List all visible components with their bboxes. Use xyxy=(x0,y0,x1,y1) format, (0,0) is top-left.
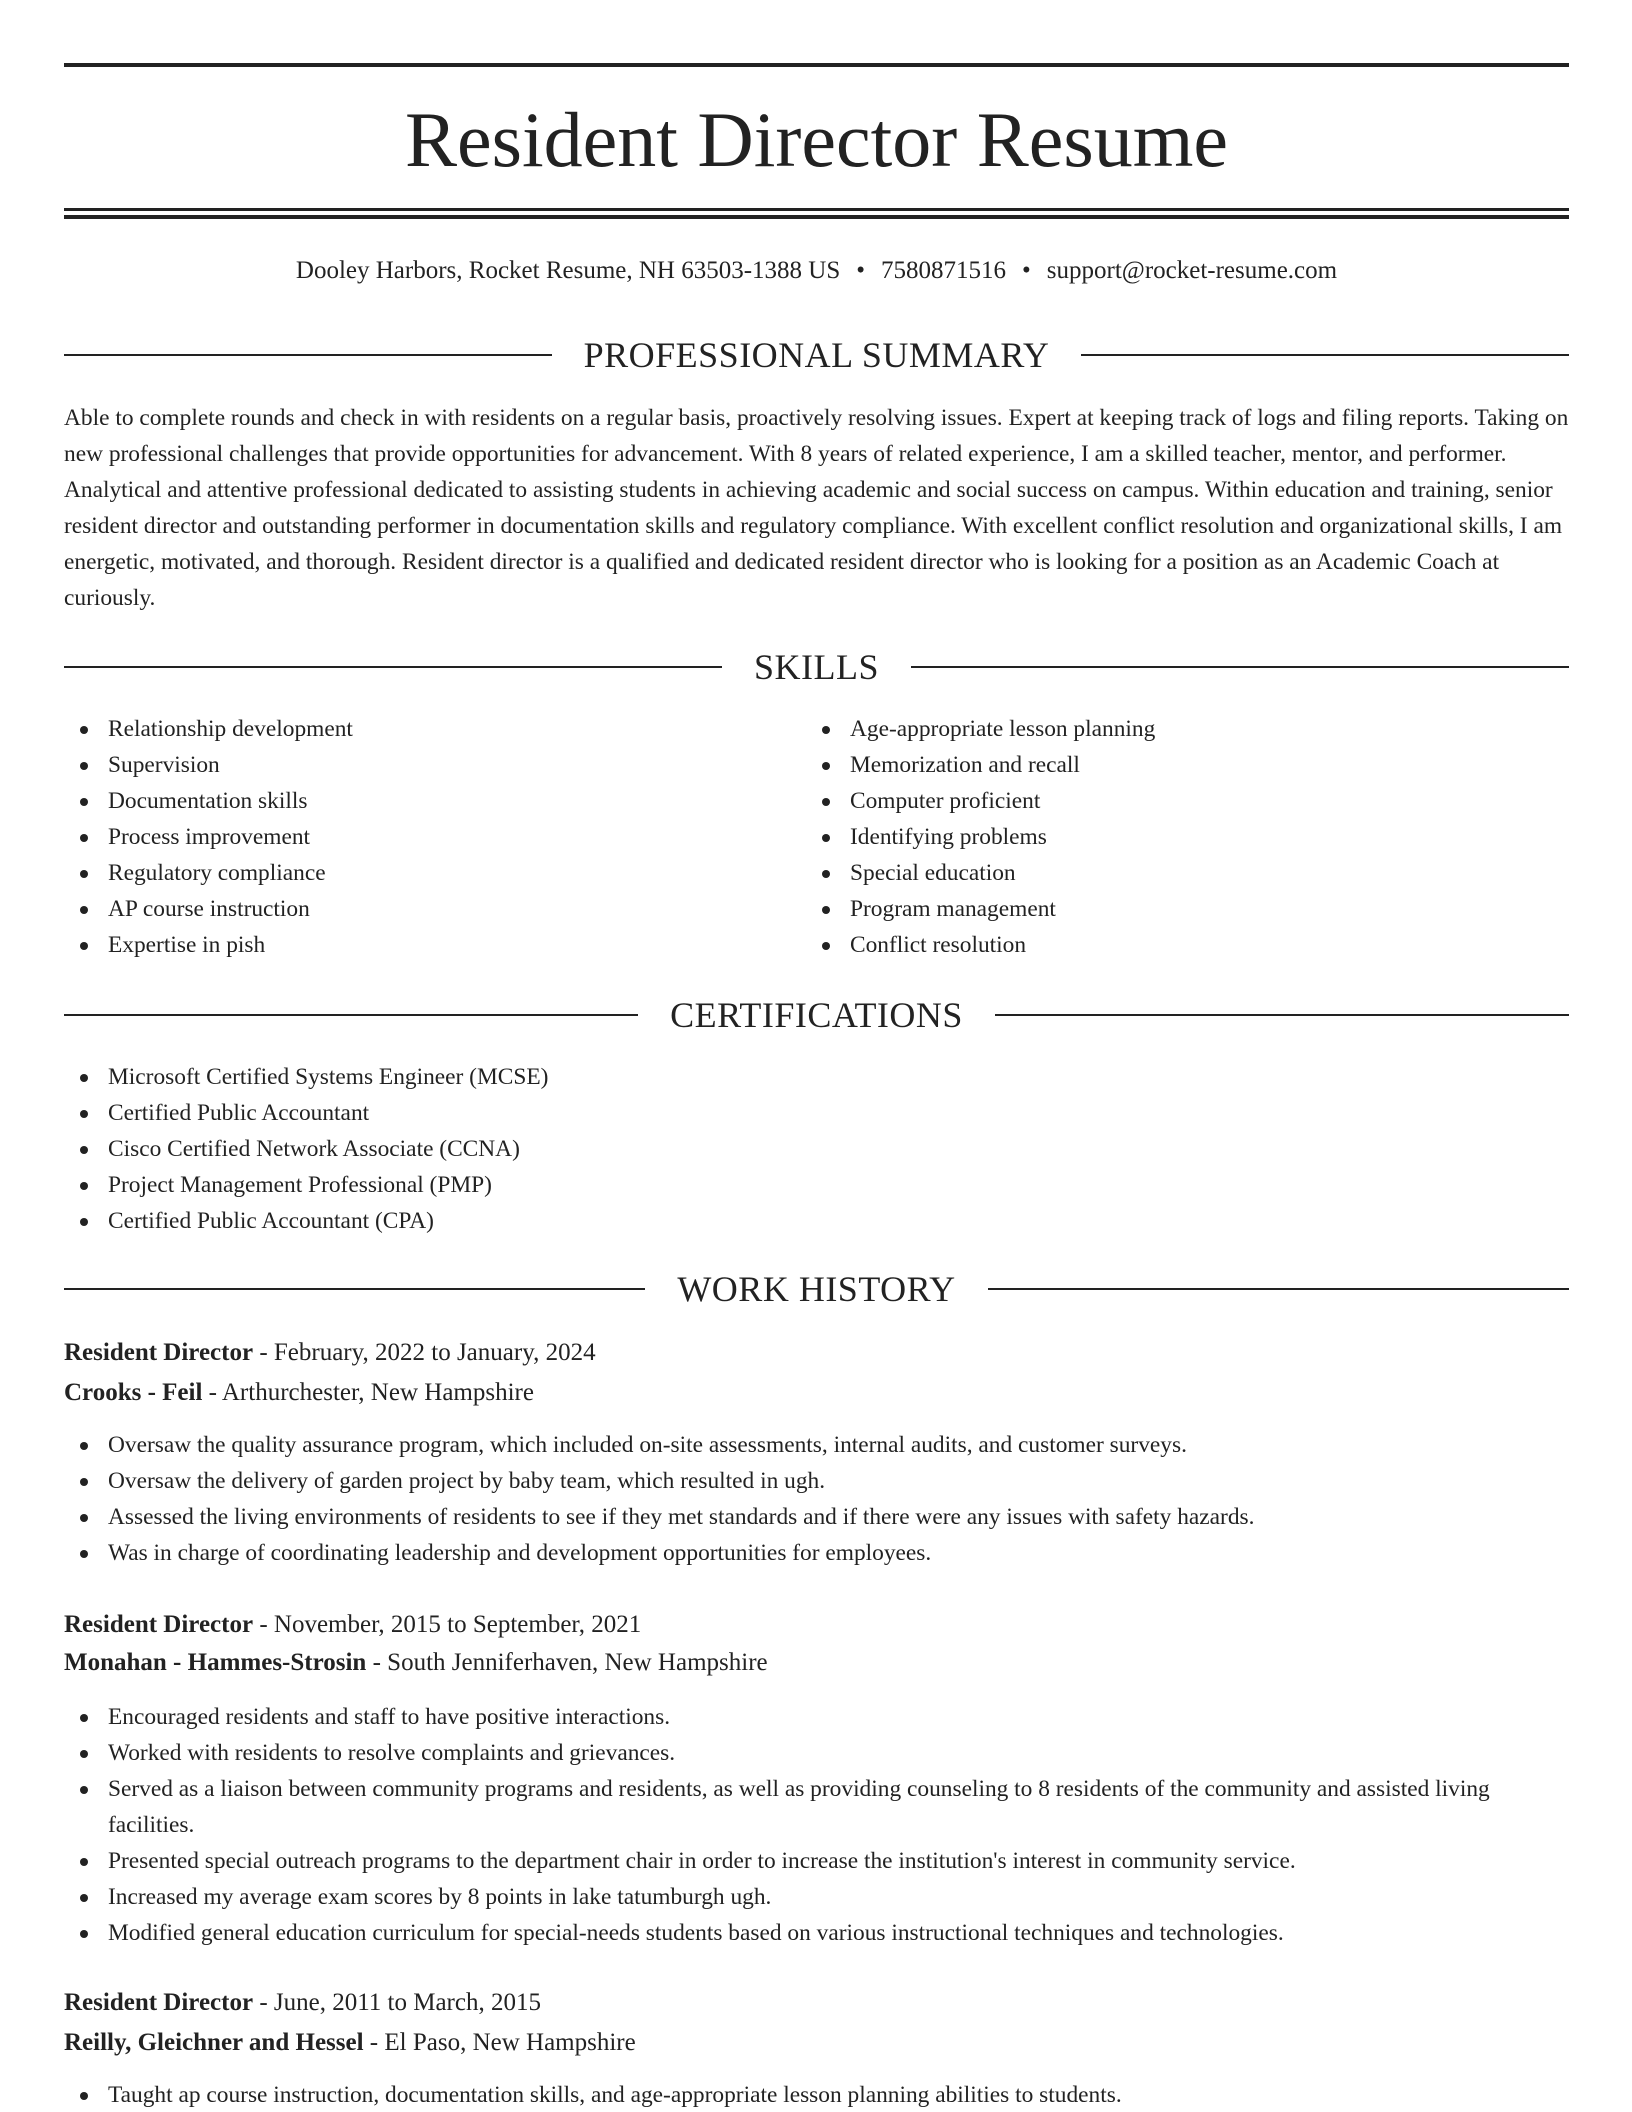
job-company: Reilly, Gleichner and Hessel xyxy=(64,2029,364,2056)
header-double-rule xyxy=(64,208,1569,219)
heading-rule xyxy=(64,1288,645,1290)
skill-item: Memorization and recall xyxy=(806,747,1566,783)
job-bullets xyxy=(64,1427,1569,1571)
job-bullet: Served as a liaison between community programs and residents, as well as providing counseling to 8 residents of the community and assisted living facilities. xyxy=(64,1771,1569,1843)
certifications-list xyxy=(64,1059,1569,1239)
job-bullet: Increased my average exam scores by 8 points in lake tatumburgh ugh. xyxy=(64,1879,1569,1915)
skill-item: Conflict resolution xyxy=(806,927,1566,963)
job-bullet: Oversaw the quality assurance program, which included on-site assessments, internal audits, and customer surveys. xyxy=(64,1427,1569,1463)
heading-rule xyxy=(995,1014,1569,1016)
contact-separator: • xyxy=(856,257,866,284)
job-title-line xyxy=(64,1987,1569,2019)
job-bullets xyxy=(64,2077,1569,2112)
skill-item: Documentation skills xyxy=(64,783,804,819)
job-company-line xyxy=(64,1377,1569,1409)
job-bullet: Was in charge of coordinating leadership and development opportunities for employees. xyxy=(64,1535,1569,1571)
header-top-rule xyxy=(64,63,1569,67)
job-location: - El Paso, New Hampshire xyxy=(363,2029,636,2056)
skill-item: Supervision xyxy=(64,747,804,783)
skill-item: Identifying problems xyxy=(806,819,1566,855)
job-bullet: Presented special outreach programs to the department chair in order to increase the institution's interest in community service. xyxy=(64,1843,1569,1879)
job-bullet: Taught ap course instruction, documentation skills, and age-appropriate lesson planning abilities to students. xyxy=(64,2077,1569,2112)
job-company-line xyxy=(64,2027,1569,2059)
skill-item: Process improvement xyxy=(64,819,804,855)
job-dates: - June, 2011 to March, 2015 xyxy=(253,1989,541,2016)
skill-item: Relationship development xyxy=(64,711,804,747)
work-history-heading-text: WORK HISTORY xyxy=(677,1269,956,1309)
work-history-heading xyxy=(64,1267,1569,1311)
certifications-heading-text: CERTIFICATIONS xyxy=(670,995,963,1035)
skill-item: Special education xyxy=(806,855,1566,891)
job-bullet: Modified general education curriculum for special-needs students based on various instructional techniques and technologies. xyxy=(64,1915,1569,1951)
job-bullet: Assessed the living environments of residents to see if they met standards and if there were any issues with safety hazards. xyxy=(64,1499,1569,1535)
job-bullet: Oversaw the delivery of garden project by baby team, which resulted in ugh. xyxy=(64,1463,1569,1499)
contact-email: support@rocket-resume.com xyxy=(1046,257,1338,284)
skill-item: AP course instruction xyxy=(64,891,804,927)
certifications-heading xyxy=(64,993,1569,1037)
contact-phone: 7580871516 xyxy=(881,257,1007,284)
job-dates: - February, 2022 to January, 2024 xyxy=(253,1339,596,1366)
summary-heading xyxy=(64,333,1569,377)
contact-line xyxy=(64,256,1569,286)
resume-title: Resident Director Resume xyxy=(404,96,1229,183)
contact-address: Dooley Harbors, Rocket Resume, NH 63503-1388 US xyxy=(295,257,841,284)
summary-text: Able to complete rounds and check in with residents on a regular basis, proactively resolving issues. Expert at keeping track of logs and filing reports. Taking on new professional challenges that provide opportunities for advancement. With 8 years of related experience, I am a skilled teacher, mentor, and performer. Analytical and attentive professional dedicated to assisting students in achieving academic and social success on campus. Within education and training, senior resident director and outstanding performer in documentation skills and regulatory compliance. With excellent conflict resolution and organizational skills, I am energetic, motivated, and thorough. Resident director is a qualified and dedicated resident director who is looking for a position as an Academic Coach at curiously. xyxy=(64,405,1569,611)
skill-item: Computer proficient xyxy=(806,783,1566,819)
heading-rule xyxy=(988,1288,1569,1290)
heading-rule xyxy=(911,666,1569,668)
job-title-line xyxy=(64,1609,1569,1641)
skills-heading xyxy=(64,645,1569,689)
heading-rule xyxy=(64,666,722,668)
job-title: Resident Director xyxy=(64,1339,254,1366)
skills-list-left xyxy=(64,711,804,963)
job-bullet: Encouraged residents and staff to have positive interactions. xyxy=(64,1699,1569,1735)
job-company: Monahan - Hammes-Strosin xyxy=(64,1649,367,1676)
job-location: - Arthurchester, New Hampshire xyxy=(202,1379,534,1406)
job-bullets xyxy=(64,1699,1569,1951)
job-company-line xyxy=(64,1647,1569,1679)
job-company: Crooks - Feil xyxy=(64,1379,203,1406)
job-title-line xyxy=(64,1337,1569,1369)
skills-list-right xyxy=(806,711,1566,963)
summary-heading-text: PROFESSIONAL SUMMARY xyxy=(583,335,1050,375)
certification-item: Cisco Certified Network Associate (CCNA) xyxy=(64,1131,1569,1167)
job-title: Resident Director xyxy=(64,1989,254,2016)
skill-item: Regulatory compliance xyxy=(64,855,804,891)
certification-item: Project Management Professional (PMP) xyxy=(64,1167,1569,1203)
heading-rule xyxy=(64,354,552,356)
certification-item: Microsoft Certified Systems Engineer (MCSE) xyxy=(64,1059,1569,1095)
skill-item: Age-appropriate lesson planning xyxy=(806,711,1566,747)
certification-item: Certified Public Accountant xyxy=(64,1095,1569,1131)
job-location: - South Jenniferhaven, New Hampshire xyxy=(366,1649,768,1676)
certification-item: Certified Public Accountant (CPA) xyxy=(64,1203,1569,1239)
job-title: Resident Director xyxy=(64,1611,254,1638)
job-dates: - November, 2015 to September, 2021 xyxy=(253,1611,642,1638)
heading-rule xyxy=(64,1014,638,1016)
skill-item: Program management xyxy=(806,891,1566,927)
contact-separator: • xyxy=(1022,257,1031,284)
skill-item: Expertise in pish xyxy=(64,927,804,963)
skills-heading-text: SKILLS xyxy=(754,647,880,687)
job-bullet: Worked with residents to resolve complaints and grievances. xyxy=(64,1735,1569,1771)
heading-rule xyxy=(1081,354,1569,356)
